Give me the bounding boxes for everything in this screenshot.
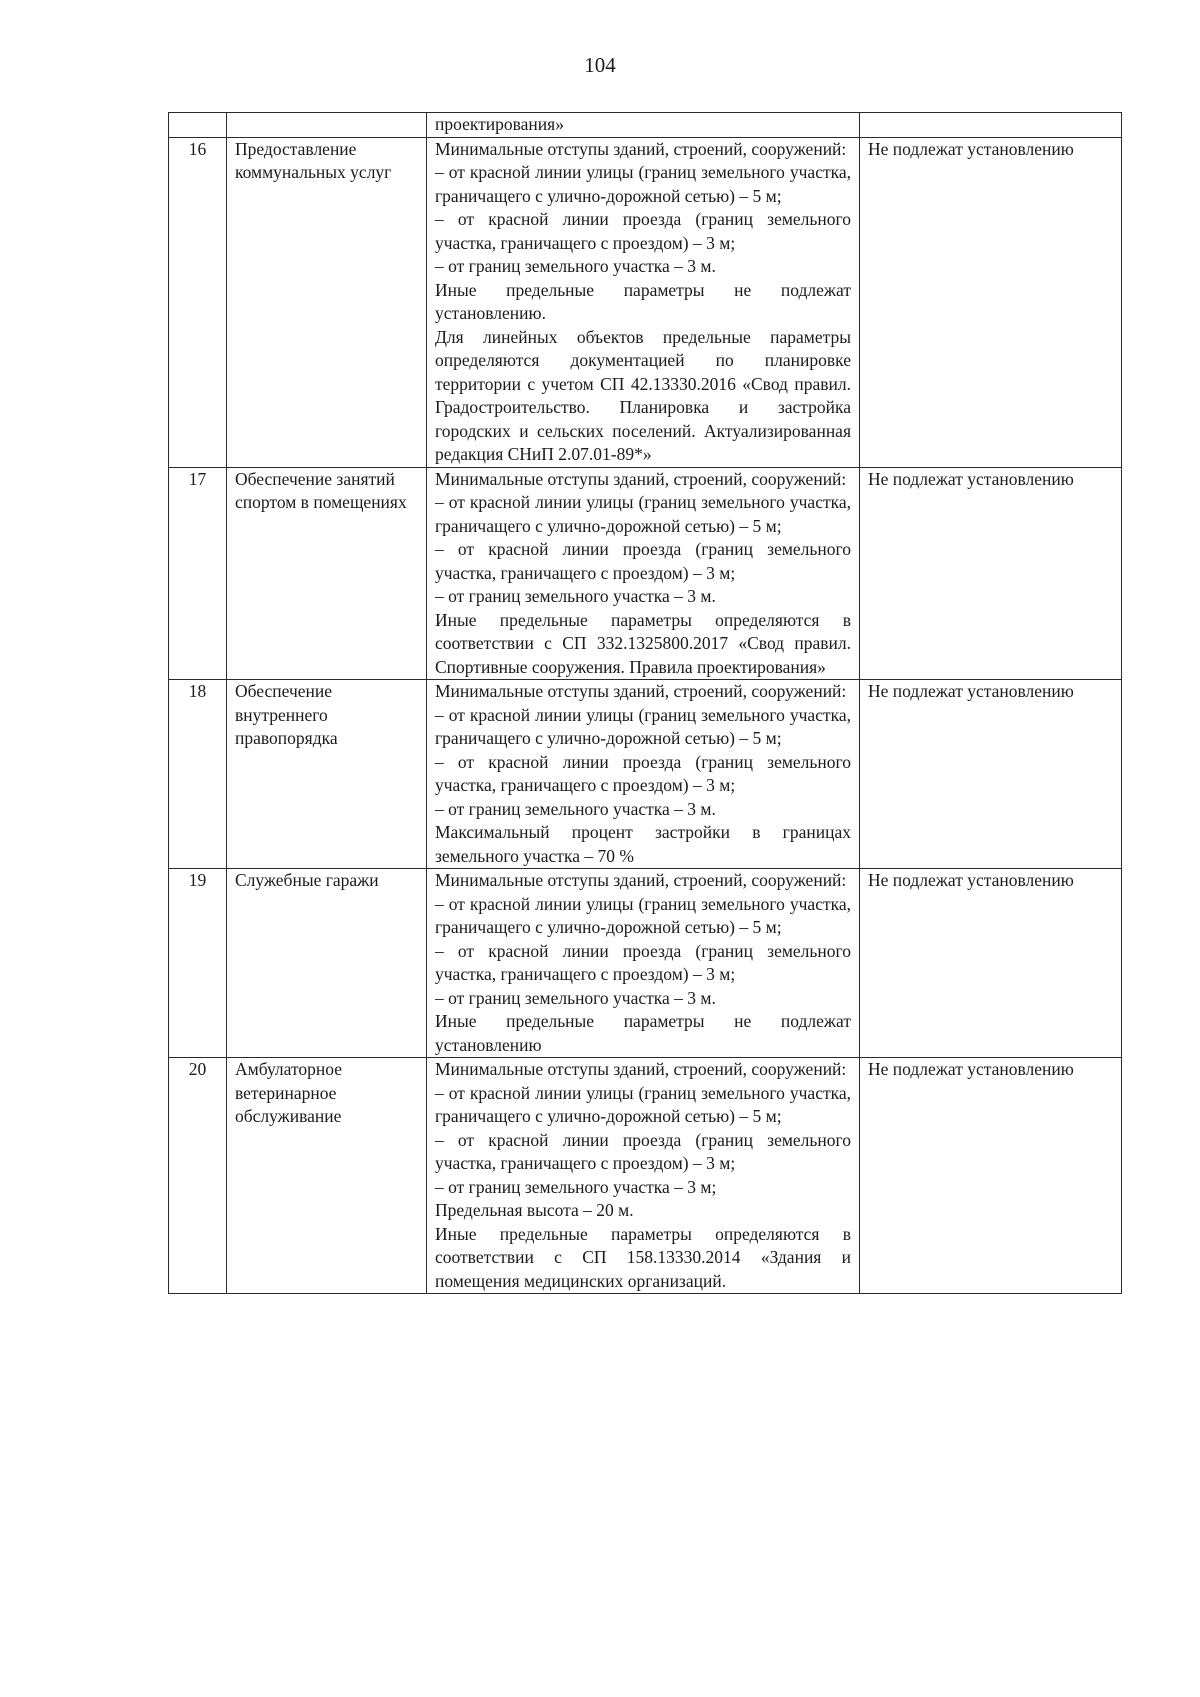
parameter-paragraph: проектирования» [435, 114, 564, 134]
row-number: 19 [169, 869, 227, 1058]
other-parameters: Не подлежат установлению [860, 467, 1122, 680]
parameter-paragraph: Минимальные отступы зданий, строений, сооружений: [435, 468, 847, 489]
other-parameters-cell [860, 113, 1122, 138]
parameter-paragraph: – от красной линии улицы (границ земельного участка, граничащего с улично-дорожной сетью) – 5 м; [435, 704, 851, 748]
land-use-name: Предоставление коммунальных услуг [227, 137, 427, 467]
parameter-paragraph: – от красной линии улицы (границ земельного участка, граничащего с улично-дорожной сетью) – 5 м; [435, 162, 851, 206]
other-parameters: Не подлежат установлению [860, 680, 1122, 869]
parameters-cell [427, 137, 860, 467]
parameter-paragraph: Иные предельные параметры не подлежат установлению. [435, 279, 851, 323]
parameter-paragraph: Иные предельные параметры определяются в соответствии с СП 158.13330.2014 «Здания и помещения медицинских организаций. [435, 1223, 851, 1291]
row-number: 17 [169, 467, 227, 680]
table-row [169, 137, 1122, 467]
parameter-paragraph: – от красной линии проезда (границ земельного участка, граничащего с проездом) – 3 м; [435, 539, 851, 583]
parameter-paragraph: – от границ земельного участка – 3 м. [435, 586, 716, 606]
number-cell [169, 113, 227, 138]
parameters-cell [427, 680, 860, 869]
parameters-cell [427, 467, 860, 680]
parameter-paragraph: Минимальные отступы зданий, строений, сооружений: [435, 138, 847, 159]
table-row [169, 467, 1122, 680]
regulations-table [168, 112, 1122, 1294]
parameter-paragraph: Минимальные отступы зданий, строений, сооружений: [435, 870, 847, 890]
table-row [169, 869, 1122, 1058]
parameter-paragraph: Иные предельные параметры не подлежат установлению [435, 1011, 851, 1055]
parameter-paragraph: – от красной линии улицы (границ земельного участка, граничащего с улично-дорожной сетью) – 5 м; [435, 893, 851, 937]
land-use-name: Служебные гаражи [227, 869, 427, 1058]
parameter-paragraph: Минимальные отступы зданий, строений, сооружений: [435, 681, 847, 701]
parameters-cell [427, 869, 860, 1058]
parameter-paragraph: – от красной линии улицы (границ земельного участка, граничащего с улично-дорожной сетью) – 5 м; [435, 1082, 851, 1126]
land-use-name: Обеспечение занятий спортом в помещениях [227, 467, 427, 680]
parameter-paragraph: Максимальный процент застройки в границах земельного участка – 70 % [435, 822, 851, 866]
table-row-continuation [169, 113, 1122, 138]
row-number: 20 [169, 1058, 227, 1294]
parameter-paragraph: – от красной линии проезда (границ земельного участка, граничащего с проездом) – 3 м; [435, 940, 851, 984]
other-parameters: Не подлежат установлению [860, 869, 1122, 1058]
parameter-paragraph: Минимальные отступы зданий, строений, сооружений: [435, 1059, 847, 1079]
parameter-paragraph: – от красной линии проезда (границ земельного участка, граничащего с проездом) – 3 м; [435, 751, 851, 795]
table-row [169, 1058, 1122, 1294]
parameter-paragraph: – от границ земельного участка – 3 м. [435, 987, 716, 1008]
parameter-paragraph: Для линейных объектов предельные параметры определяются документацией по планировке территории с учетом СП 42.13330.2016 «Свод правил. Градостроительство. Планировка и застройка городских и сельских поселений. Актуализированная редакция СНиП 2.07.01-89*» [435, 326, 851, 464]
parameter-paragraph: – от границ земельного участка – 3 м. [435, 798, 716, 819]
parameter-paragraph: Предельная высота – 20 м. [435, 1200, 634, 1220]
parameter-paragraph: – от красной линии проезда (границ земельного участка, граничащего с проездом) – 3 м; [435, 209, 851, 253]
land-use-name: Амбулаторное ветеринарное обслуживание [227, 1058, 427, 1294]
row-number: 18 [169, 680, 227, 869]
table-row [169, 680, 1122, 869]
parameter-paragraph: – от красной линии проезда (границ земельного участка, граничащего с проездом) – 3 м; [435, 1129, 851, 1173]
land-use-name: Обеспечение внутреннего правопорядка [227, 680, 427, 869]
parameters-cell [427, 113, 860, 138]
other-parameters: Не подлежат установлению [860, 1058, 1122, 1294]
parameter-paragraph: Иные предельные параметры определяются в соответствии с СП 332.1325800.2017 «Свод правил. Спортивные сооружения. Правила проектирования» [435, 609, 851, 677]
row-number: 16 [169, 137, 227, 467]
other-parameters: Не подлежат установлению [860, 137, 1122, 467]
page-number: 104 [584, 53, 616, 77]
parameter-paragraph: – от границ земельного участка – 3 м; [435, 1176, 717, 1197]
parameters-cell [427, 1058, 860, 1294]
land-use-cell [227, 113, 427, 138]
parameter-paragraph: – от границ земельного участка – 3 м. [435, 256, 716, 276]
parameter-paragraph: – от красной линии улицы (границ земельного участка, граничащего с улично-дорожной сетью) – 5 м; [435, 492, 851, 536]
